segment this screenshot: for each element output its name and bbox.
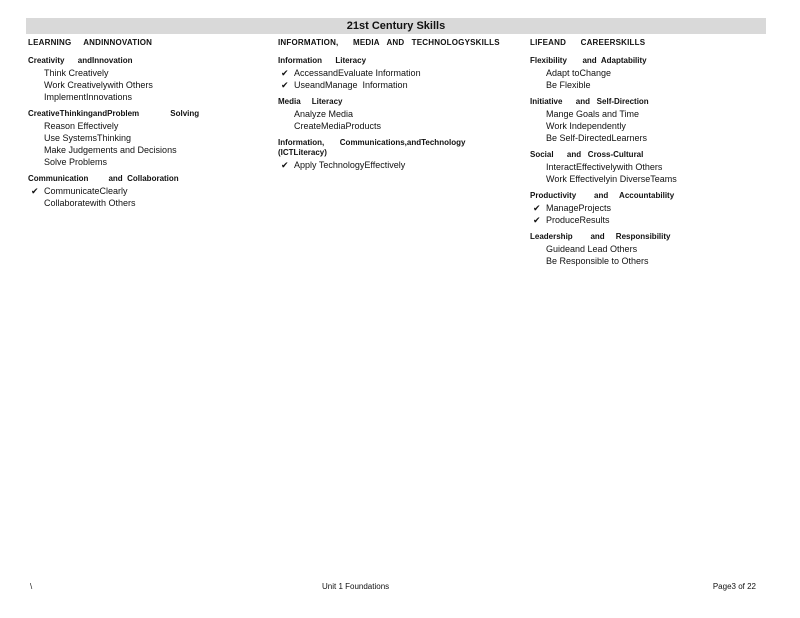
- skill-group: [28, 56, 268, 103]
- skill-item: [530, 255, 770, 267]
- skill-item: [530, 173, 770, 185]
- skill-item: [530, 132, 770, 144]
- column-information-media-technology: [278, 38, 518, 177]
- column-learning-innovation: [28, 38, 268, 215]
- skill-item-label: UseandManage Information: [294, 80, 408, 90]
- checkmark-icon: ✔: [533, 215, 541, 225]
- skill-item: [28, 132, 268, 144]
- skill-item: [278, 120, 518, 132]
- skill-group: [28, 174, 268, 209]
- column-heading: LIFEAND CAREERSKILLS: [530, 38, 646, 47]
- skill-item: [530, 214, 770, 226]
- skill-item-label: Be Responsible to Others: [546, 256, 649, 266]
- skill-item: [278, 108, 518, 120]
- skill-group-title: Social and Cross-Cultural: [530, 150, 644, 159]
- skill-item: [28, 197, 268, 209]
- skill-item: [28, 91, 268, 103]
- skill-item-label: AccessandEvaluate Information: [294, 68, 421, 78]
- skill-item-label: Think Creatively: [44, 68, 109, 78]
- skill-item-label: Work Independently: [546, 121, 626, 131]
- skill-item-label: InteractEffectivelywith Others: [546, 162, 663, 172]
- skill-item-label: ImplementInnovations: [44, 92, 133, 102]
- skill-item-label: Apply TechnologyEffectively: [294, 160, 406, 170]
- skill-item: [530, 108, 770, 120]
- skill-item-label: Collaboratewith Others: [44, 198, 136, 208]
- column-heading: LEARNING ANDINNOVATION: [28, 38, 153, 47]
- skill-item: [278, 67, 518, 79]
- checkmark-icon: ✔: [31, 186, 39, 196]
- skill-item: [28, 120, 268, 132]
- skill-group: [530, 56, 770, 91]
- checkmark-icon: ✔: [281, 68, 289, 78]
- skill-item-label: ManageProjects: [546, 203, 612, 213]
- checkmark-icon: ✔: [533, 203, 541, 213]
- skill-item-label: Work Creativelywith Others: [44, 80, 153, 90]
- skill-item-label: Solve Problems: [44, 157, 108, 167]
- footer-page-number: Page3 of 22: [712, 582, 756, 591]
- skill-item-label: Adapt toChange: [546, 68, 612, 78]
- skill-group-title: Information Literacy: [278, 56, 367, 65]
- skill-item: [28, 144, 268, 156]
- skill-group-title: Initiative and Self-Direction: [530, 97, 649, 106]
- skill-item: [278, 79, 518, 91]
- skill-item: [28, 156, 268, 168]
- skill-item: [530, 67, 770, 79]
- skill-item: [530, 79, 770, 91]
- skill-group-title: Productivity and Accountability: [530, 191, 675, 200]
- skill-group-title: Communication and Collaboration: [28, 174, 179, 183]
- column-heading: INFORMATION, MEDIA AND TECHNOLOGYSKILLS: [278, 38, 500, 47]
- skill-item-label: Use SystemsThinking: [44, 133, 132, 143]
- skill-item: [530, 161, 770, 173]
- skill-item-label: Be Self-DirectedLearners: [546, 133, 648, 143]
- skill-item: [28, 79, 268, 91]
- footer-left: \: [30, 582, 33, 591]
- skill-item-label: CreateMediaProducts: [294, 121, 382, 131]
- skill-item: [278, 159, 518, 171]
- skill-group: [530, 97, 770, 144]
- skill-item-label: Reason Effectively: [44, 121, 119, 131]
- skill-group: [278, 138, 518, 171]
- skill-group-title: Media Literacy: [278, 97, 343, 106]
- skill-group: [530, 191, 770, 226]
- column-life-career: [530, 38, 770, 273]
- skill-group: [278, 56, 518, 91]
- skill-item-label: Analyze Media: [294, 109, 354, 119]
- checkmark-icon: ✔: [281, 160, 289, 170]
- skill-item: [530, 202, 770, 214]
- skill-group: [28, 109, 268, 168]
- skill-item: [28, 67, 268, 79]
- skill-item-label: CommunicateClearly: [44, 186, 128, 196]
- skill-group-title: Flexibility and Adaptability: [530, 56, 647, 65]
- skill-item-label: ProduceResults: [546, 215, 610, 225]
- skill-group: [530, 150, 770, 185]
- skill-item-label: Mange Goals and Time: [546, 109, 640, 119]
- skill-item-label: Work Effectivelyin DiverseTeams: [546, 174, 677, 184]
- skill-group-title: Information, Communications,andTechnology (ICTLiteracy): [278, 138, 466, 157]
- skill-item-label: Make Judgements and Decisions: [44, 145, 177, 155]
- checkmark-icon: ✔: [281, 80, 289, 90]
- skill-item: [28, 185, 268, 197]
- skill-group: [530, 232, 770, 267]
- skill-item: [530, 120, 770, 132]
- skill-group-title: Creativity andInnovation: [28, 56, 133, 65]
- skill-item-label: Guideand Lead Others: [546, 244, 638, 254]
- skill-item: [530, 243, 770, 255]
- skill-item-label: Be Flexible: [546, 80, 591, 90]
- skill-group: [278, 97, 518, 132]
- page-title: 21st Century Skills: [26, 18, 766, 34]
- skill-group-title: CreativeThinkingandProblem Solving: [28, 109, 200, 118]
- footer-unit: Unit 1 Foundations: [322, 582, 390, 591]
- skill-group-title: Leadership and Responsibility: [530, 232, 671, 241]
